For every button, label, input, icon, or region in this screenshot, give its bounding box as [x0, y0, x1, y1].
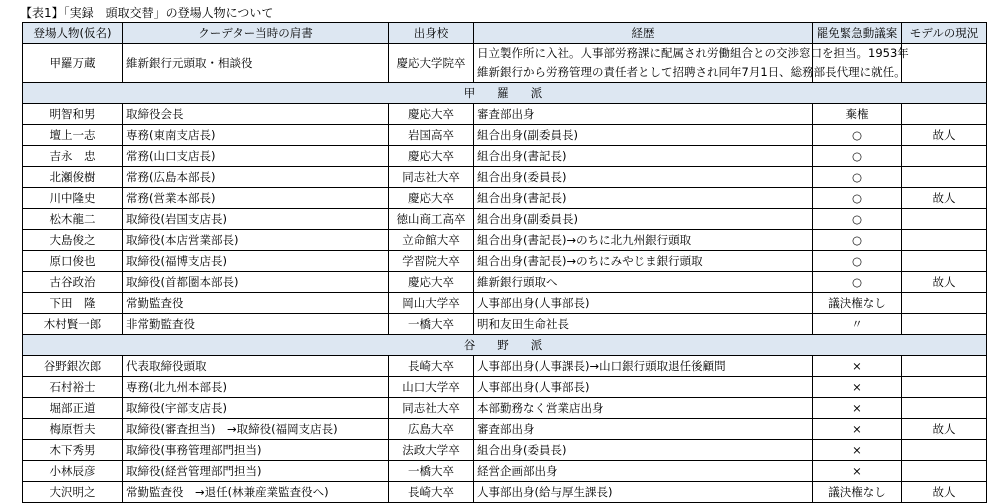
cell-position: 常勤監査役 [123, 293, 389, 314]
cell-status [902, 461, 987, 482]
cell-school: 同志社大卒 [389, 167, 474, 188]
table-row [23, 461, 987, 482]
cell-status: 故人 [902, 188, 987, 209]
cell-school: 岡山大学卒 [389, 293, 474, 314]
cell-status: 故人 [902, 482, 987, 503]
cell-career: 人事部出身(人事課長)→山口銀行頭取退任後顧問 [474, 356, 813, 377]
cell-position: 常務(山口支店長) [123, 146, 389, 167]
cell-career: 組合出身(委員長) [474, 440, 813, 461]
header-name: 登場人物(仮名) [23, 23, 123, 44]
cell-status [902, 398, 987, 419]
cell-school: 法政大学卒 [389, 440, 474, 461]
group-label: 甲羅派 [23, 83, 987, 104]
table-row [23, 293, 987, 314]
group-header-row [23, 83, 987, 104]
cell-career: 組合出身(委員長) [474, 167, 813, 188]
career-line-2: 維新銀行から労務管理の責任者として招聘され同年7月1日、総務部長代理に就任。 [477, 65, 906, 79]
cell-school: 山口大学卒 [389, 377, 474, 398]
cell-name: 木村賢一郎 [23, 314, 123, 335]
table-row [23, 419, 987, 440]
cell-name: 川中隆史 [23, 188, 123, 209]
cell-status [902, 230, 987, 251]
cell-status [902, 251, 987, 272]
table-row [23, 377, 987, 398]
cell-position: 非常勤監査役 [123, 314, 389, 335]
cell-name: 原口俊也 [23, 251, 123, 272]
cell-name: 松木龍二 [23, 209, 123, 230]
cell-school: 慶応大卒 [389, 188, 474, 209]
cell-career: 組合出身(書記長) [474, 188, 813, 209]
cell-name: 古谷政治 [23, 272, 123, 293]
cell-career: 審査部出身 [474, 104, 813, 125]
cell-school: 慶応大卒 [389, 146, 474, 167]
cell-career: 本部勤務なく営業店出身 [474, 398, 813, 419]
cell-school: 学習院大卒 [389, 251, 474, 272]
cell-name: 石村裕士 [23, 377, 123, 398]
cell-school: 長崎大卒 [389, 482, 474, 503]
cell-motion: ○ [813, 272, 902, 293]
cell-name: 北瀬俊樹 [23, 167, 123, 188]
cell-motion: × [813, 440, 902, 461]
cell-position: 取締役(岩国支店長) [123, 209, 389, 230]
cell-career: 人事部出身(人事部長) [474, 377, 813, 398]
cell-school: 同志社大卒 [389, 398, 474, 419]
cell-motion: × [813, 356, 902, 377]
cell-school: 一橋大卒 [389, 461, 474, 482]
cell-motion: × [813, 398, 902, 419]
table-row [23, 146, 987, 167]
cell-position: 取締役(福博支店長) [123, 251, 389, 272]
cell-career [474, 44, 909, 83]
group-header-row [23, 335, 987, 356]
cell-position: 専務(東南支店長) [123, 125, 389, 146]
cell-position: 取締役(宇部支店長) [123, 398, 389, 419]
cell-position: 常務(営業本部長) [123, 188, 389, 209]
cell-name: 堀部正道 [23, 398, 123, 419]
cell-motion: ○ [813, 188, 902, 209]
cell-career: 明和友田生命社長 [474, 314, 813, 335]
cell-position: 代表取締役頭取 [123, 356, 389, 377]
cell-name: 木下秀男 [23, 440, 123, 461]
cell-school: 岩国高卒 [389, 125, 474, 146]
cell-career: 維新銀行頭取へ [474, 272, 813, 293]
cell-school: 慶応大学院卒 [389, 44, 474, 83]
cell-status [902, 44, 987, 83]
cell-career: 組合出身(副委員長) [474, 209, 813, 230]
cell-career: 組合出身(書記長)→のちにみやじま銀行頭取 [474, 251, 813, 272]
header-status: モデルの現況 [902, 23, 987, 44]
cell-motion: ○ [813, 167, 902, 188]
cell-motion: × [813, 461, 902, 482]
cell-motion: ○ [813, 146, 902, 167]
cell-position: 常勤監査役 →退任(林兼産業監査役へ) [123, 482, 389, 503]
table-row [23, 314, 987, 335]
cell-status [902, 314, 987, 335]
table-row [23, 230, 987, 251]
characters-table [22, 22, 987, 503]
cell-name: 甲羅万蔵 [23, 44, 123, 83]
cell-status [902, 104, 987, 125]
header-motion: 罷免緊急動議案 [813, 23, 902, 44]
cell-motion: ○ [813, 125, 902, 146]
cell-status: 故人 [902, 419, 987, 440]
cell-motion: ○ [813, 251, 902, 272]
cell-name: 壇上一志 [23, 125, 123, 146]
table-row [23, 104, 987, 125]
cell-position: 維新銀行元頭取・相談役 [123, 44, 389, 83]
cell-position: 取締役会長 [123, 104, 389, 125]
cell-position: 取締役(経営管理部門担当) [123, 461, 389, 482]
cell-status [902, 146, 987, 167]
cell-name: 谷野銀次郎 [23, 356, 123, 377]
table-row-first [23, 44, 987, 83]
cell-position: 常務(広島本部長) [123, 167, 389, 188]
header-career: 経歴 [474, 23, 813, 44]
cell-career: 組合出身(副委員長) [474, 125, 813, 146]
table-row [23, 398, 987, 419]
cell-school: 長崎大卒 [389, 356, 474, 377]
cell-school: 立命館大卒 [389, 230, 474, 251]
cell-name: 大沢明之 [23, 482, 123, 503]
cell-position: 取締役(首都圏本部長) [123, 272, 389, 293]
cell-school: 広島大卒 [389, 419, 474, 440]
cell-career: 人事部出身(給与厚生課長) [474, 482, 813, 503]
cell-motion: × [813, 377, 902, 398]
cell-motion: 棄権 [813, 104, 902, 125]
cell-motion: 議決権なし [813, 482, 902, 503]
cell-name: 下田 隆 [23, 293, 123, 314]
cell-career: 組合出身(書記長) [474, 146, 813, 167]
cell-position: 取締役(事務管理部門担当) [123, 440, 389, 461]
cell-status [902, 209, 987, 230]
career-line-1: 日立製作所に入社。人事部労務課に配属され労働組合との交渉窓口を担当。1953年 [477, 46, 909, 60]
cell-career: 人事部出身(人事部長) [474, 293, 813, 314]
table-row [23, 209, 987, 230]
cell-motion: 〃 [813, 314, 902, 335]
cell-motion: ○ [813, 230, 902, 251]
group-label: 谷野派 [23, 335, 987, 356]
cell-status: 故人 [902, 272, 987, 293]
table-row [23, 356, 987, 377]
cell-status [902, 377, 987, 398]
cell-name: 小林辰彦 [23, 461, 123, 482]
table-row [23, 272, 987, 293]
cell-status: 故人 [902, 125, 987, 146]
cell-name: 明智和男 [23, 104, 123, 125]
cell-motion: 議決権なし [813, 293, 902, 314]
cell-position: 専務(北九州本部長) [123, 377, 389, 398]
header-row [23, 23, 987, 44]
table-row [23, 251, 987, 272]
cell-status [902, 356, 987, 377]
table-title: 【表1】「実録 頭取交替」の登場人物について [20, 6, 274, 20]
cell-name: 梅原哲夫 [23, 419, 123, 440]
cell-school: 慶応大卒 [389, 104, 474, 125]
table-row [23, 440, 987, 461]
cell-position: 取締役(本店営業部長) [123, 230, 389, 251]
header-school: 出身校 [389, 23, 474, 44]
cell-name: 大島俊之 [23, 230, 123, 251]
cell-school: 一橋大卒 [389, 314, 474, 335]
cell-status [902, 293, 987, 314]
cell-career: 審査部出身 [474, 419, 813, 440]
table-row [23, 125, 987, 146]
cell-status [902, 167, 987, 188]
cell-motion: ○ [813, 209, 902, 230]
cell-motion: × [813, 419, 902, 440]
cell-career: 組合出身(書記長)→のちに北九州銀行頭取 [474, 230, 813, 251]
cell-position: 取締役(審査担当) →取締役(福岡支店長) [123, 419, 389, 440]
cell-school: 徳山商工高卒 [389, 209, 474, 230]
cell-status [902, 440, 987, 461]
header-position: クーデター当時の肩書 [123, 23, 389, 44]
cell-career: 経営企画部出身 [474, 461, 813, 482]
cell-name: 吉永 忠 [23, 146, 123, 167]
cell-school: 慶応大卒 [389, 272, 474, 293]
table-row [23, 188, 987, 209]
table-row [23, 167, 987, 188]
table-row [23, 482, 987, 503]
